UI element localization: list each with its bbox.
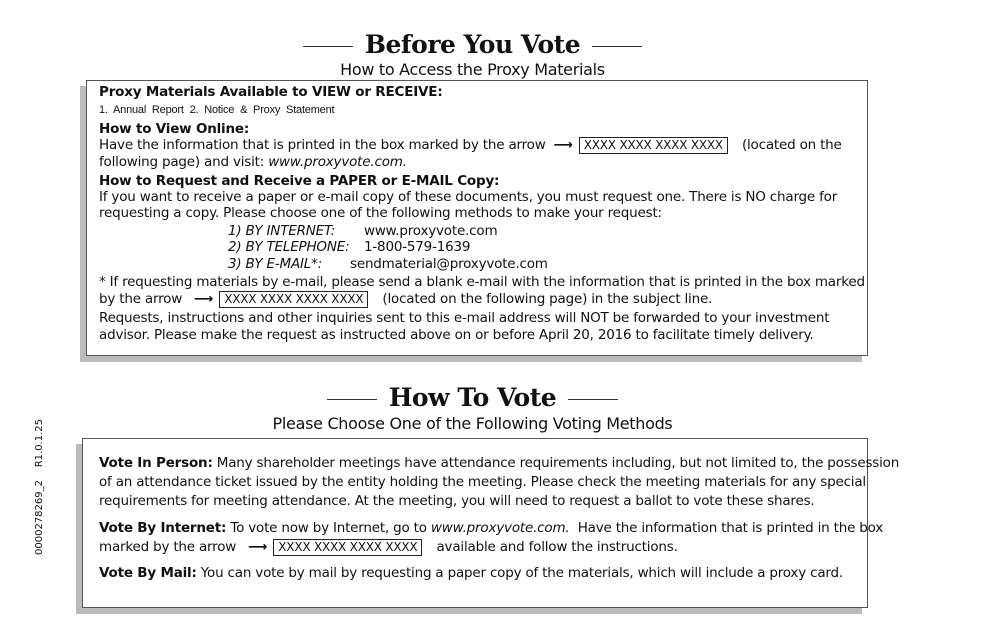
text-line: advisor. Please make the request as instructed above on or before April 20, 2016 to facilitate timely delivery. [99, 327, 814, 343]
arrow-right-icon: ⟶ [194, 291, 214, 307]
text-line: Vote In Person: Many shareholder meetings have attendance requirements including, but not limited to, the possession [99, 455, 900, 471]
heading: How to View Online: [99, 121, 250, 137]
document-code: 0000278269_2 R1.0.1.25 [34, 419, 45, 555]
page-subtitle: How to Access the Proxy Materials [340, 60, 605, 79]
method-internet: 1) BY INTERNET: www.proxyvote.com [228, 223, 498, 239]
page-title: Before You Vote [0, 30, 945, 59]
text-line: Vote By Mail: You can vote by mail by requesting a paper copy of the materials, which will include a proxy card. [99, 565, 843, 581]
text-line: requirements for meeting attendance. At the meeting, you will need to request a ballot to vote these shares. [99, 493, 815, 509]
text-line: requesting a copy. Please choose one of the following methods to make your request: [99, 205, 662, 221]
text-line: of an attendance ticket issued by the entity holding the meeting. Please check the meeting materials for any special [99, 474, 866, 490]
text-line: marked by the arrow ⟶ XXXX XXXX XXXX XXXX available and follow the instructions. [99, 539, 678, 555]
proxyvote-link[interactable]: www.proxyvote.com. [430, 520, 570, 536]
materials-list: 1. Annual Report 2. Notice & Proxy Statement [99, 104, 335, 116]
heading: How to Request and Receive a PAPER or E-MAIL Copy: [99, 173, 500, 189]
control-number-box: XXXX XXXX XXXX XXXX [273, 539, 422, 556]
text-line: by the arrow ⟶ XXXX XXXX XXXX XXXX (located on the following page) in the subject line. [99, 291, 713, 307]
method-email: 3) BY E-MAIL*: sendmaterial@proxyvote.com [228, 256, 548, 272]
text-line: * If requesting materials by e-mail, please send a blank e-mail with the information that is printed in the box marked [99, 274, 865, 290]
control-number-box: XXXX XXXX XXXX XXXX [219, 291, 368, 308]
method-telephone: 2) BY TELEPHONE: 1-800-579-1639 [228, 239, 471, 255]
section-title: How To Vote [0, 383, 945, 412]
text-line: Requests, instructions and other inquiries sent to this e-mail address will NOT be forwarded to your investment [99, 310, 830, 326]
control-number-box: XXXX XXXX XXXX XXXX [579, 137, 728, 154]
text-line: following page) and visit: www.proxyvote.com. [99, 154, 407, 170]
text-line: Have the information that is printed in the box marked by the arrow ⟶ XXXX XXXX XXXX XXXX (located on the [99, 137, 842, 153]
proxyvote-link[interactable]: www.proxyvote.com. [268, 154, 407, 170]
arrow-right-icon: ⟶ [248, 539, 268, 555]
heading: Proxy Materials Available to VIEW or RECEIVE: [99, 84, 443, 100]
arrow-right-icon: ⟶ [553, 137, 573, 153]
section-subtitle: Please Choose One of the Following Voting Methods [272, 414, 673, 433]
text-line: If you want to receive a paper or e-mail copy of these documents, you must request one. There is NO charge for [99, 189, 838, 205]
text-line: Vote By Internet: To vote now by Internet, go to www.proxyvote.com. Have the information that is printed in the box [99, 520, 884, 536]
